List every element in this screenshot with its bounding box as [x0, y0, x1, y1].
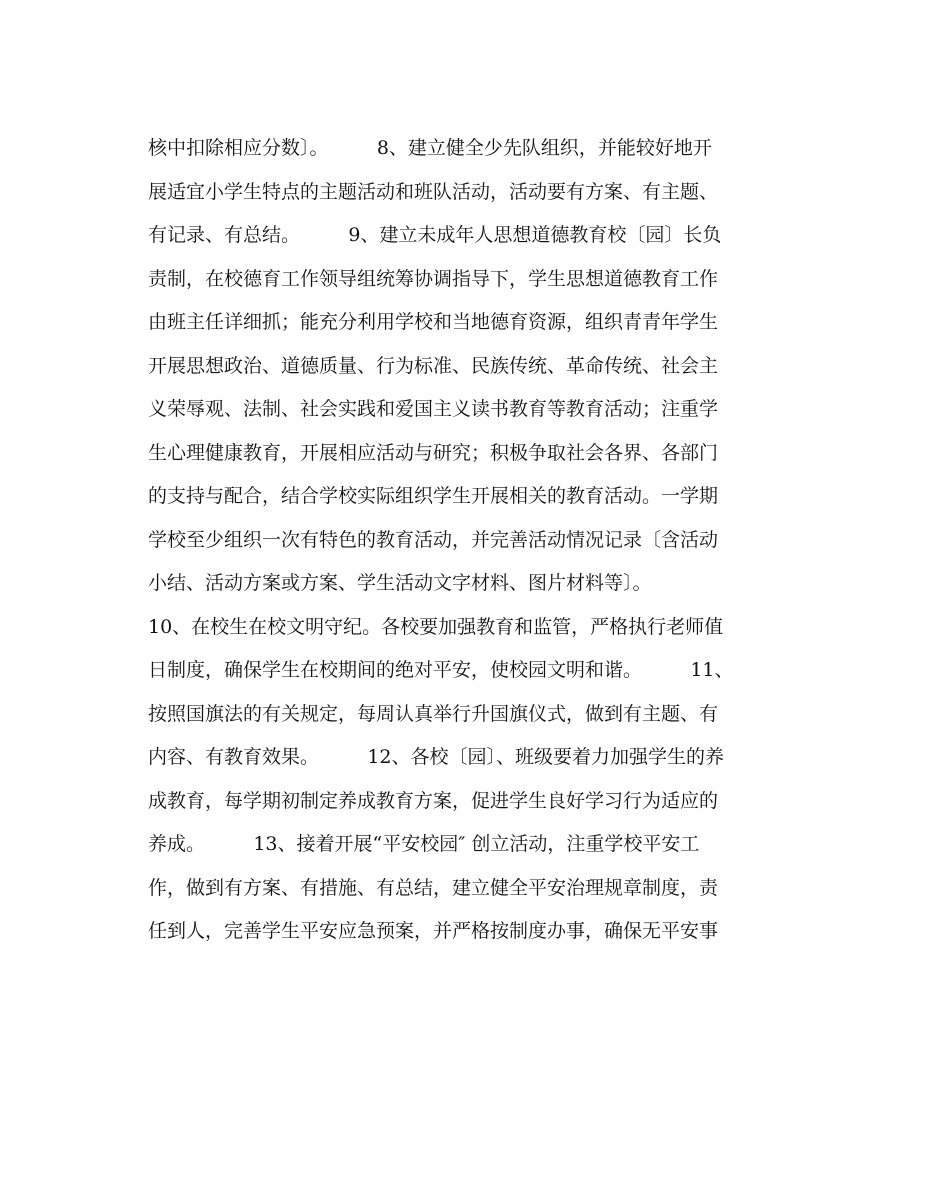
- text-line: 10、在校生在校文明守纪。各校要加强教育和监管，严格执行老师值: [148, 615, 724, 638]
- text-line: 核中扣除相应分数〕。 8、建立健全少先队组织，并能较好地开: [148, 137, 712, 159]
- text-line: 按照国旗法的有关规定，每周认真举行升国旗仪式，做到有主题、有: [148, 702, 719, 725]
- text-line: 学校至少组织一次有特色的教育活动，并完善活动情况记录〔含活动: [148, 528, 719, 551]
- text-line: 的支持与配合，结合学校实际组织学生开展相关的教育活动。一学期: [148, 485, 719, 507]
- text-line: 有记录、有总结。 9、建立未成年人思想道德教育校〔园〕长负: [148, 224, 722, 246]
- text-line: 小结、活动方案或方案、学生活动文字材料、图片材料等〕。: [148, 572, 652, 594]
- text-line: 作，做到有方案、有措施、有总结，建立健全平安治理规章制度，责: [148, 876, 719, 899]
- text-line: 由班主任详细抓；能充分利用学校和当地德育资源，组织青青年学生: [148, 311, 719, 333]
- text-line: 养成。 13、接着开展“平安校园″ 创立活动，注重学校平安工: [148, 833, 700, 855]
- text-line: 日制度，确保学生在校期间的绝对平安，使校园文明和谐。 11、: [148, 659, 734, 681]
- text-line: 内容、有教育效果。 12、各校〔园〕、班级要着力加强学生的养: [148, 746, 724, 768]
- text-line: 开展思想政治、道德质量、行为标准、民族传统、革命传统、社会主: [148, 354, 719, 377]
- text-line: 责制，在校德育工作领导组统筹协调指导下，学生思想道德教育工作: [148, 267, 719, 290]
- text-line: 成教育，每学期初制定养成教育方案，促进学生良好学习行为适应的: [148, 789, 719, 812]
- body-text: [148, 127, 818, 954]
- text-line: 展适宜小学生特点的主题活动和班队活动，活动要有方案、有主题、: [148, 180, 719, 203]
- text-line: 义荣辱观、法制、社会实践和爱国主义读书教育等教育活动；注重学: [148, 398, 719, 420]
- text-line: 生心理健康教育，开展相应活动与研究；积极争取社会各界、各部门: [148, 441, 719, 464]
- text-line: 任到人，完善学生平安应急预案，并严格按制度办事，确保无平安事: [148, 920, 719, 942]
